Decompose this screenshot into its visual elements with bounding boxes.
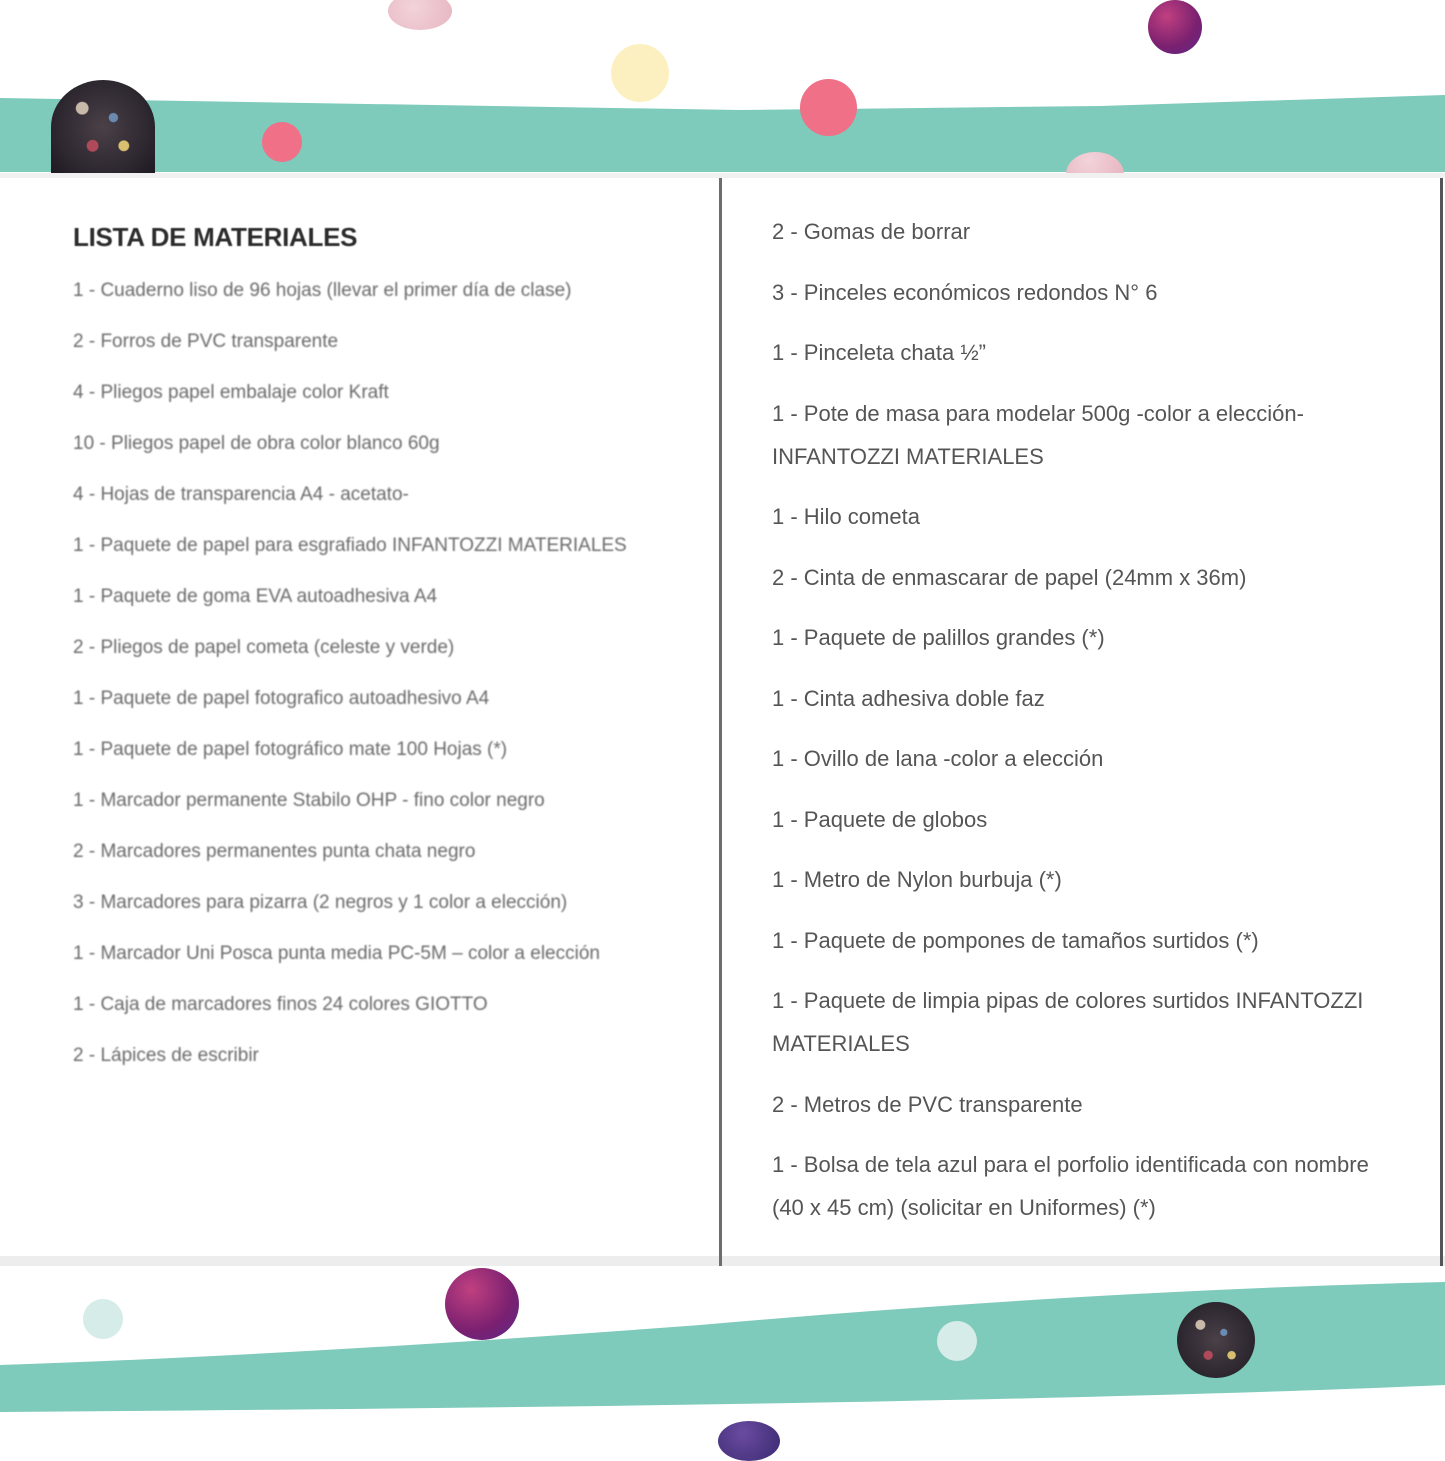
left-column	[73, 222, 653, 1089]
list-item: 1 - Caja de marcadores finos 24 colores GIOTTO	[73, 994, 488, 1015]
list-item: 1 - Paquete de papel para esgrafiado INFANTOZZI MATERIALES	[73, 535, 627, 556]
list-item: 2 - Cinta de enmascarar de papel (24mm x 36m)	[772, 564, 1247, 590]
purple-glitter-dot	[1148, 0, 1202, 54]
list-item: 2 - Marcadores permanentes punta chata negro	[73, 841, 476, 862]
list-item: 1 - Paquete de pompones de tamaños surtidos (*)	[772, 927, 1259, 953]
list-item: 1 - Paquete de limpia pipas de colores surtidos INFANTOZZI MATERIALES	[772, 988, 1364, 1056]
list-item: 2 - Metros de PVC transparente	[772, 1091, 1083, 1117]
list-item: 1 - Paquete de goma EVA autoadhesiva A4	[73, 586, 438, 607]
page-right-edge	[1440, 178, 1443, 1266]
mint-dot	[937, 1321, 977, 1361]
list-item: 1 - Metro de Nylon burbuja (*)	[772, 867, 1062, 892]
list-item: 1 - Hilo cometa	[772, 504, 920, 529]
mint-dot	[83, 1299, 123, 1339]
page-title: LISTA DE MATERIALES	[73, 222, 358, 252]
list-item: 3 - Marcadores para pizarra (2 negros y 1 color a elección)	[73, 892, 568, 913]
list-item: 1 - Ovillo de lana -color a elección	[772, 746, 1104, 771]
multicolor-glitter-dot	[51, 80, 155, 174]
list-item: 1 - Marcador Uni Posca punta media PC-5M – color a elección	[73, 943, 600, 964]
list-item: 4 - Hojas de transparencia A4 - acetato-	[73, 484, 409, 505]
list-item: 1 - Paquete de palillos grandes (*)	[772, 625, 1105, 650]
list-item: 1 - Pinceleta chata ½”	[772, 340, 987, 365]
list-item: 10 - Pliegos papel de obra color blanco 60g	[73, 433, 440, 454]
list-item: 1 - Marcador permanente Stabilo OHP - fino color negro	[73, 790, 545, 811]
column-divider	[719, 178, 722, 1266]
list-item: 2 - Pliegos de papel cometa (celeste y verde)	[73, 637, 455, 658]
list-item: 3 - Pinceles económicos redondos N° 6	[772, 279, 1158, 305]
list-item: 1 - Cuaderno liso de 96 hojas (llevar el primer día de clase)	[73, 280, 572, 301]
list-item: 1 - Paquete de globos	[772, 806, 988, 832]
list-item: 2 - Lápices de escribir	[73, 1045, 259, 1066]
list-item: 2 - Forros de PVC transparente	[73, 331, 339, 352]
multicolor-glitter-dot	[1177, 1302, 1255, 1378]
pink-dot	[262, 122, 302, 162]
right-column	[772, 210, 1392, 1247]
list-item: 1 - Cinta adhesiva doble faz	[772, 685, 1045, 711]
list-item: 1 - Bolsa de tela azul para el porfolio identificada con nombre (40 x 45 cm) (solicitar en Uniformes) (*)	[772, 1152, 1369, 1220]
list-item: 1 - Pote de masa para modelar 500g -color a elección- INFANTOZZI MATERIALES	[772, 400, 1304, 469]
list-item: 2 - Gomas de borrar	[772, 219, 971, 244]
list-item: 4 - Pliegos papel embalaje color Kraft	[73, 382, 389, 403]
pink-dot-large	[800, 79, 857, 136]
list-item: 1 - Paquete de papel fotográfico mate 100 Hojas (*)	[73, 739, 508, 760]
purple-glitter-dot	[445, 1268, 519, 1340]
top-decorative-band	[0, 0, 1445, 175]
yellow-dot	[611, 44, 669, 102]
violet-glitter-dot	[718, 1421, 780, 1461]
list-item: 1 - Paquete de papel fotografico autoadhesivo A4	[73, 688, 490, 709]
